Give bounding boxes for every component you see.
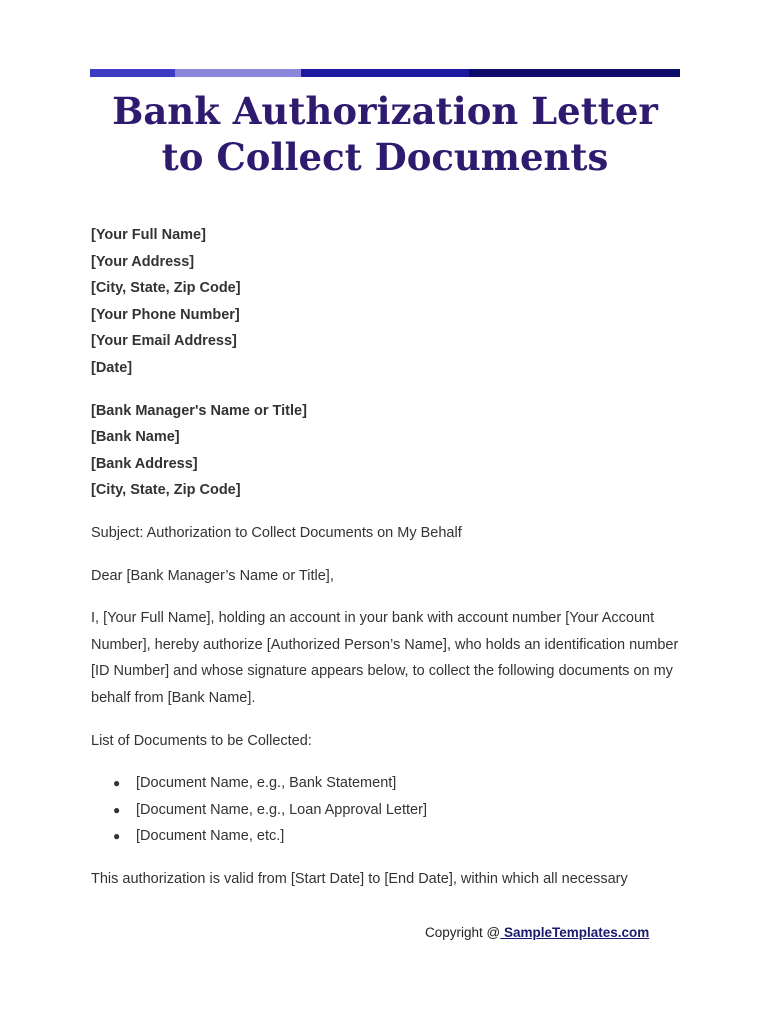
recipient-bank-address: [Bank Address]: [91, 455, 198, 472]
letter-date: [Date]: [91, 359, 133, 376]
document-item-text: [Document Name, etc.]: [136, 828, 285, 845]
title-line-2: to Collect Documents: [161, 135, 609, 179]
document-item-text: [Document Name, e.g., Loan Approval Letter]: [136, 801, 427, 818]
bullet-icon: ●: [113, 802, 121, 817]
color-bar-segment: [90, 69, 175, 77]
sender-name: [Your Full Name]: [91, 227, 206, 243]
recipient-name: [Bank Manager's Name or Title]: [91, 402, 307, 419]
document-title: [90, 88, 680, 180]
validity-paragraph: This authorization is valid from [Start Date] to [End Date], within which all necessary: [91, 870, 628, 887]
salutation: Dear [Bank Manager’s Name or Title],: [91, 567, 334, 584]
document-item-text: [Document Name, e.g., Bank Statement]: [136, 775, 397, 792]
list-item: [91, 770, 681, 797]
sender-address-block: [91, 222, 681, 382]
documents-list: [91, 770, 681, 850]
sender-phone: [Your Phone Number]: [91, 306, 240, 323]
copyright-prefix: Copyright @: [425, 925, 501, 940]
sender-city-state-zip: [City, State, Zip Code]: [91, 280, 241, 297]
title-line-1: Bank Authorization Letter: [112, 89, 658, 133]
recipient-bank-name: [Bank Name]: [91, 429, 180, 446]
sender-address: [Your Address]: [91, 253, 195, 270]
color-bar-segment: [301, 69, 469, 77]
sender-email: [Your Email Address]: [91, 333, 237, 350]
list-heading: List of Documents to be Collected:: [91, 732, 312, 749]
subject-line: Subject: Authorization to Collect Documents on My Behalf: [91, 524, 462, 541]
letter-body: [91, 222, 681, 908]
list-item: [91, 797, 681, 824]
color-bar-segment: [469, 69, 680, 77]
recipient-city-state-zip: [City, State, Zip Code]: [91, 482, 241, 499]
color-bar-segment: [175, 69, 301, 77]
list-item: [91, 823, 681, 850]
body-paragraph: I, [Your Full Name], holding an account in your bank with account number [Your Account Number], hereby authorize [Authorized Person’s Name], who holds an identification number [ID Number] and whose signature appears below, to collect the following documents on my behalf from [Bank Name].: [91, 610, 679, 706]
bullet-icon: ●: [113, 829, 121, 844]
recipient-address-block: [91, 398, 681, 504]
copyright-footer: [425, 925, 649, 940]
header-color-bar: [90, 69, 680, 77]
bullet-icon: ●: [113, 776, 121, 791]
sampletemplates-link[interactable]: SampleTemplates.com: [500, 925, 650, 940]
